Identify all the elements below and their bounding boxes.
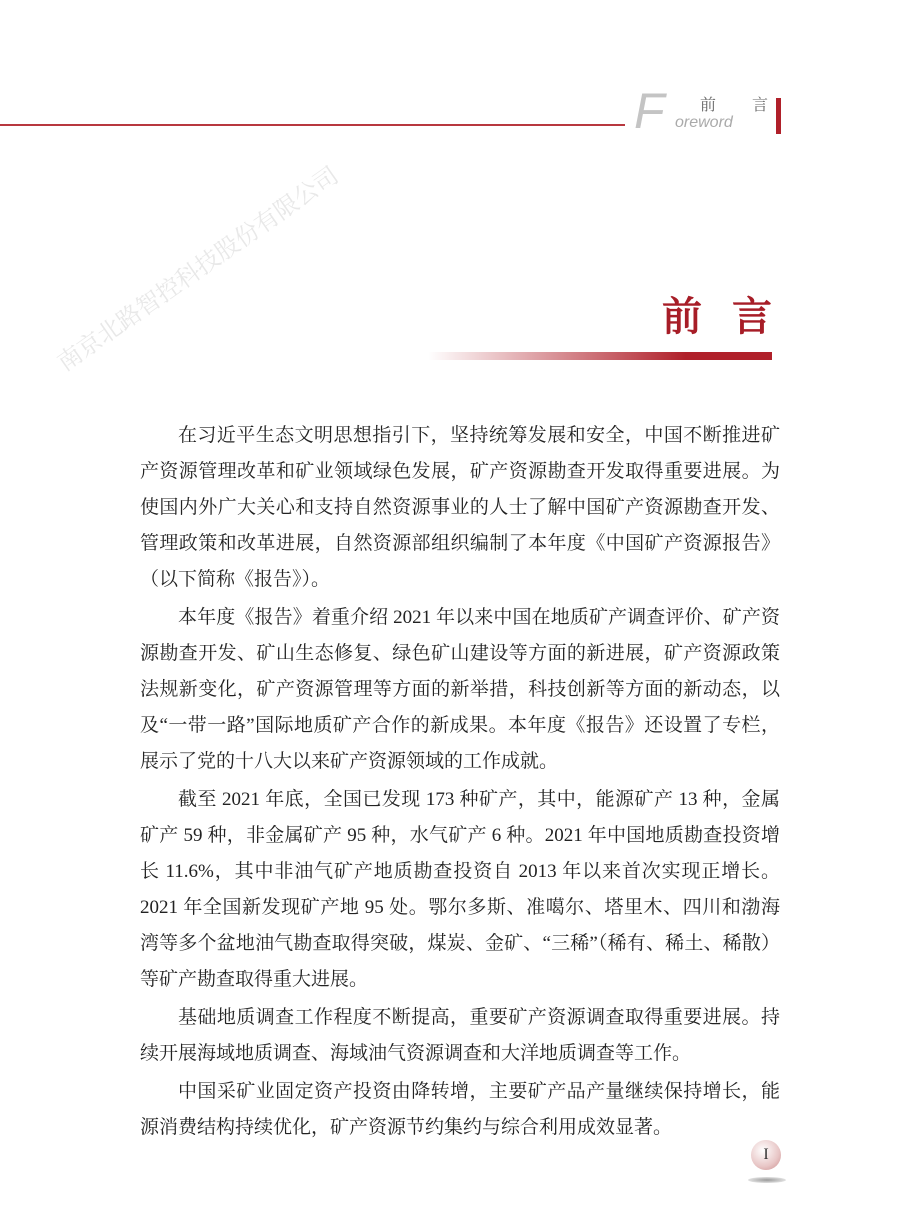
- header-initial: F: [634, 83, 665, 139]
- paragraph: 基础地质调查工作程度不断提高，重要矿产资源调查取得重要进展。持续开展海域地质调查、海域油气资源调查和大洋地质调查等工作。: [140, 1007, 780, 1064]
- header-accent-bar: [776, 98, 781, 134]
- header-english: oreword: [675, 114, 733, 131]
- paragraph: 中国采矿业固定资产投资由降转增，主要矿产品产量继续保持增长，能源消费结构持续优化，矿产资源节约集约与综合利用成效显著。: [140, 1081, 780, 1138]
- header-chinese: [700, 96, 768, 114]
- paragraph: 本年度《报告》着重介绍 2021 年以来中国在地质矿产调查评价、矿产资源勘查开发、矿山生态修复、绿色矿山建设等方面的新进展，矿产资源政策法规新变化，矿产资源管理等方面的新举措，科技创新等方面的新动态，以及“一带一路”国际地质矿产合作的新成果。本年度《报告》还设置了专栏，展示了党的十八大以来矿产资源领域的工作成就。: [140, 607, 780, 772]
- page-number: I: [751, 1140, 781, 1170]
- body-text: [140, 418, 780, 1148]
- page-number-shadow: [748, 1177, 786, 1183]
- paragraph: 在习近平生态文明思想指引下，坚持统筹发展和安全，中国不断推进矿产资源管理改革和矿业领域绿色发展，矿产资源勘查开发取得重要进展。为使国内外广大关心和支持自然资源事业的人士了解中国矿产资源勘查开发、管理政策和改革进展，自然资源部组织编制了本年度《中国矿产资源报告》（以下简称《报告》）。: [140, 425, 780, 590]
- header-chinese-char: 前: [700, 95, 717, 114]
- header-chinese-char: 言: [752, 95, 769, 114]
- header-rule: [0, 124, 625, 126]
- watermark: 南京北路智控科技股份有限公司: [52, 161, 344, 377]
- paragraph: 截至 2021 年底，全国已发现 173 种矿产，其中，能源矿产 13 种，金属矿产 59 种，非金属矿产 95 种，水气矿产 6 种。2021 年中国地质勘查投资增长 11.6%，其中非油气矿产地质勘查投资自 2013 年以来首次实现正增长。2021 年全国新发现矿产地 95 处。鄂尔多斯、准噶尔、塔里木、四川和渤海湾等多个盆地油气勘查取得突破，煤炭、金矿、“三稀”（稀有、稀土、稀散）等矿产勘查取得重大进展。: [140, 789, 780, 990]
- page-title: 前言: [662, 294, 802, 340]
- title-rule: [428, 352, 772, 360]
